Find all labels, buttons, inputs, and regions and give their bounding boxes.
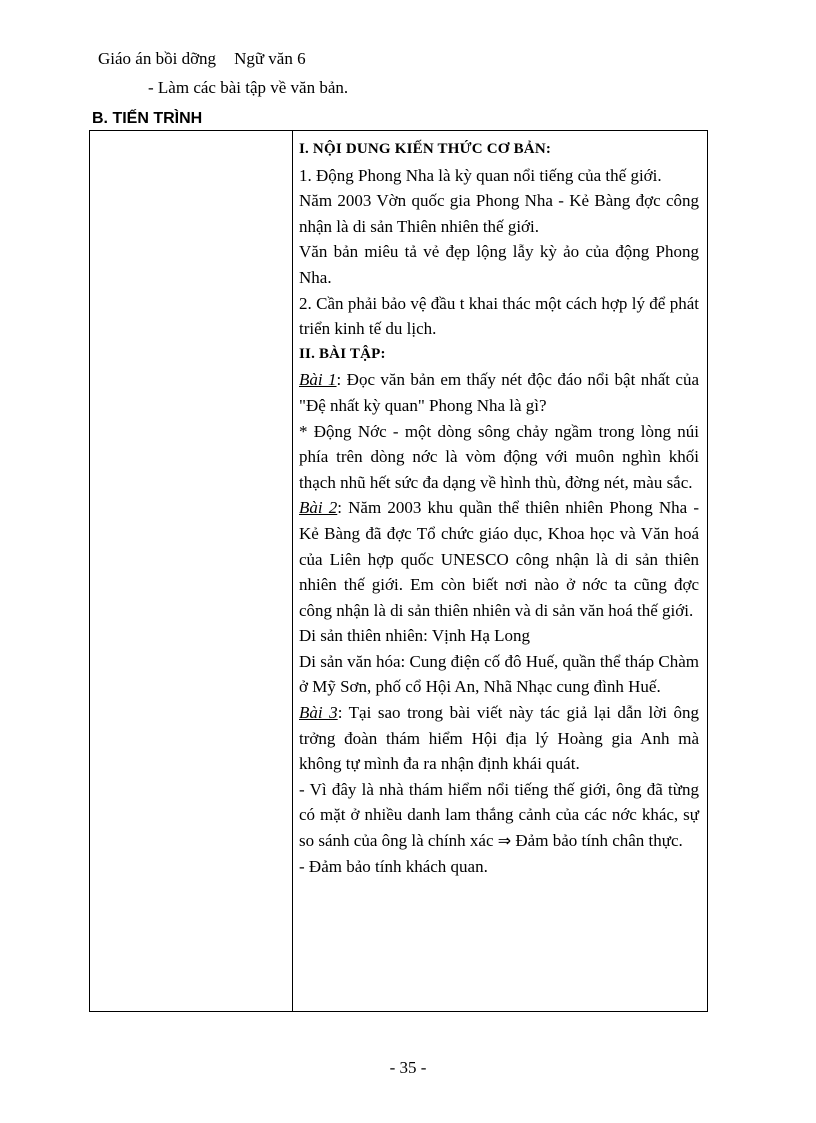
exercise-3-answer-1b: Đảm bảo tính chân thực. — [515, 831, 683, 851]
exercise-3-answer-1 — [299, 777, 699, 854]
exercise-3-answer-1a: - Vì đây là nhà thám hiểm nổi tiếng thế giới, ông đã từng có mặt ở nhiều danh lam thắng cảnh của các nớc khác, sự so sánh của ông là chính xác — [299, 779, 699, 851]
exercise-1-answer: * Động Nớc - một dòng sông chảy ngầm trong lòng núi phía trên dòng nớc là vòm động với muôn nghìn khối thạch nhũ hết sức đa dạng về hình thù, đờng nét, màu sắc. — [299, 421, 699, 492]
heading-exercises: II. BÀI TẬP: — [299, 345, 386, 362]
exercise-2-label: Bài 2 — [299, 498, 338, 518]
exercise-3-question: : Tại sao trong bài viết này tác giả lại dẫn lời ông trởng đoàn thám hiểm Hội địa lý Hoàng gia Anh mà không tự mình đa ra nhận định khái quát. — [299, 703, 699, 774]
exercise-2-answer-nature: Di sản thiên nhiên: Vịnh Hạ Long — [299, 626, 531, 646]
exercise-3 — [299, 700, 699, 777]
table-left-column — [90, 131, 293, 1011]
lesson-table — [89, 130, 708, 1012]
exercise-2-answer-culture: Di sản văn hóa: Cung điện cố đô Huế, quần thể tháp Chàm ở Mỹ Sơn, phố cổ Hội An, Nhã Nhạc cung đình Huế. — [299, 651, 699, 697]
intro-line: - Làm các bài tập về văn bản. — [148, 78, 349, 97]
table-right-column — [299, 137, 699, 879]
exercise-1 — [299, 367, 699, 418]
header-right: Ngữ văn 6 — [234, 49, 306, 68]
paragraph-2: Năm 2003 Vờn quốc gia Phong Nha - Kẻ Bàng đợc công nhận là di sản Thiên nhiên thế giới. — [299, 191, 699, 236]
exercise-3-label: Bài 3 — [299, 703, 338, 723]
page-number: - 35 - — [389, 1058, 427, 1077]
exercise-3-answer-2: - Đảm bảo tính khách quan. — [299, 856, 488, 876]
paragraph-1: 1. Động Phong Nha là kỳ quan nổi tiếng của thế giới. — [299, 165, 662, 185]
heading-basic-knowledge: I. NỘI DUNG KIẾN THỨC CƠ BẢN: — [299, 141, 552, 157]
page-header — [98, 49, 306, 69]
header-left: Giáo án bồi dỡng — [98, 49, 217, 68]
exercise-2-question: : Năm 2003 khu quần thể thiên nhiên Phong Nha - Kẻ Bàng đã đợc Tổ chức giáo dục, Khoa học và Văn hoá của Liên hợp quốc UNESCO công nhận là di sản thiên nhiên thế giới. Em còn biết nơi nào ở nớc ta cũng đợc công nhận là di sản thiên nhiên và di sản văn hoá thế giới. — [299, 498, 700, 620]
implies-arrow-icon: ⇒ — [497, 831, 512, 851]
paragraph-3: Văn bản miêu tả vẻ đẹp lộng lẫy kỳ ảo của động Phong Nha. — [299, 242, 699, 287]
section-title: B. TIẾN TRÌNH — [92, 110, 203, 127]
exercise-1-label: Bài 1 — [299, 370, 337, 390]
exercise-2 — [299, 495, 699, 623]
exercise-1-question: : Đọc văn bản em thấy nét độc đáo nổi bật nhất của "Đệ nhất kỳ quan" Phong Nha là gì? — [299, 370, 699, 415]
paragraph-4: 2. Cần phải bảo vệ đầu t khai thác một cách hợp lý để phát triển kinh tế du lịch. — [299, 293, 699, 339]
